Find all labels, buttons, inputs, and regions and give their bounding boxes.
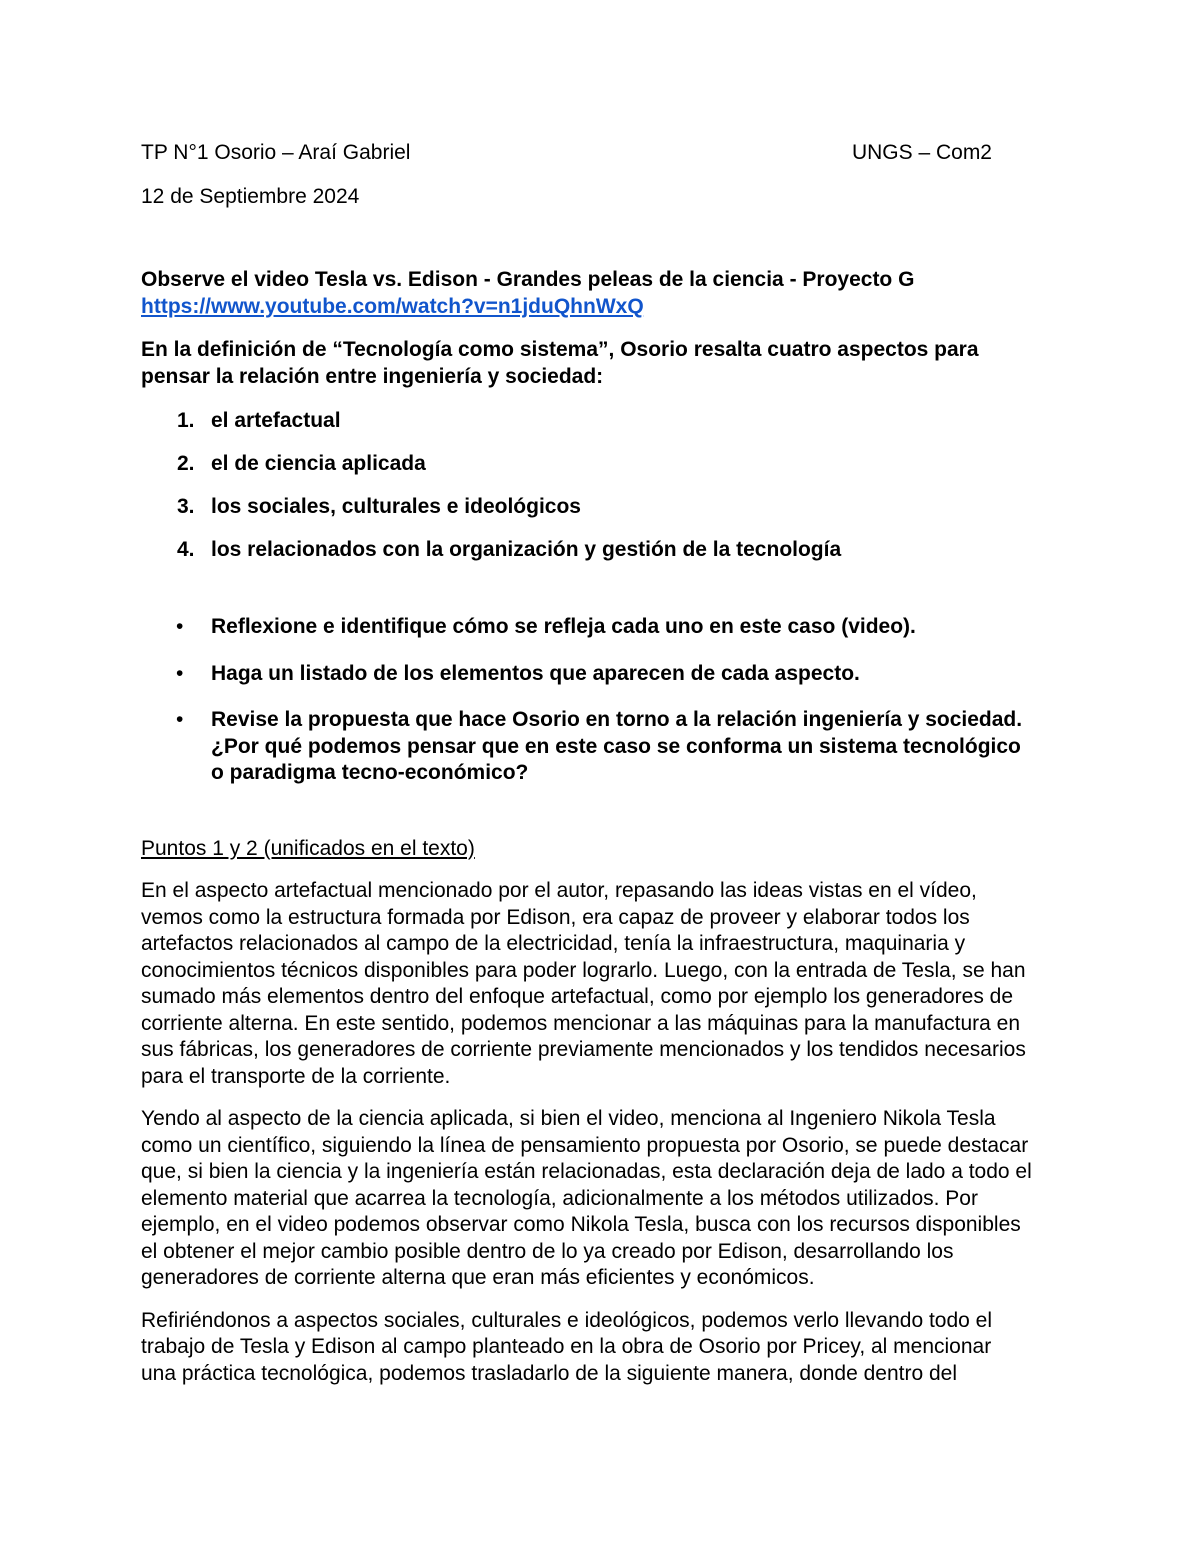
paragraph-line: sumado más elementos dentro del enfoque artefactual, como por ejemplo los generadores de — [141, 985, 1014, 1008]
video-link[interactable]: https://www.youtube.com/watch?v=n1jduQhnWxQ — [141, 294, 644, 318]
paragraph-line: como un científico, siguiendo la línea de pensamiento propuesta por Osorio, se puede destacar — [141, 1133, 1029, 1157]
task-line: ¿Por qué podemos pensar que en este caso se conforma un sistema tecnológico — [211, 734, 1021, 758]
paragraph-line: trabajo de Tesla y Edison al campo planteado en la obra de Osorio por Pricey, al mencionar — [141, 1335, 992, 1358]
aspect-number: 2. — [177, 452, 195, 475]
paragraph-line: que, si bien la ciencia y la ingeniería están relacionadas, esta declaración deja de lado a todo el — [141, 1160, 1032, 1183]
paragraph-line: generadores de corriente alterna que eran más eficientes y económicos. — [141, 1266, 815, 1289]
aspects-list — [141, 408, 1061, 565]
header-author: TP N°1 Osorio – Araí Gabriel — [141, 141, 411, 164]
paragraph-line: sus fábricas, los generadores de corriente previamente mencionados y los tendidos necesarios — [141, 1038, 1026, 1061]
paragraph — [141, 1106, 1061, 1292]
paragraph-line: el obtener el mejor cambio posible dentro de lo ya creado por Edison, desarrollando los — [141, 1239, 954, 1263]
paragraph — [141, 1308, 1061, 1388]
task-line: Revise la propuesta que hace Osorio en torno a la relación ingeniería y sociedad. — [211, 708, 1023, 731]
aspect-number: 1. — [177, 409, 195, 432]
paragraph-line: En el aspecto artefactual mencionado por el autor, repasando las ideas vistas en el vídeo, — [141, 879, 977, 902]
aspect-item — [141, 408, 1061, 436]
bullet-icon: • — [176, 708, 184, 731]
task-line: Haga un listado de los elementos que aparecen de cada aspecto. — [211, 661, 860, 685]
assignment-prompt — [141, 337, 1061, 390]
paragraph — [141, 878, 1061, 1090]
video-title: Observe el video Tesla vs. Edison - Grandes peleas de la ciencia - Proyecto G — [141, 268, 915, 291]
header-course: UNGS – Com2 — [851, 141, 992, 164]
document-date: 12 de Septiembre 2024 — [141, 185, 360, 208]
aspect-number: 3. — [177, 495, 195, 518]
aspect-text: el artefactual — [211, 409, 341, 432]
paragraph-line: para el transporte de la corriente. — [141, 1064, 451, 1088]
aspect-text: los relacionados con la organización y gestión de la tecnología — [211, 538, 842, 561]
task-item — [141, 614, 1061, 641]
paragraph-line: corriente alterna. En este sentido, podemos mencionar a las máquinas para la manufactura en — [141, 1011, 1021, 1035]
task-item — [141, 661, 1061, 688]
paragraph-line: elemento material que acarrea la tecnología, adicionalmente a los métodos utilizados. Por — [141, 1186, 978, 1210]
paragraph-line: ejemplo, en el video podemos observar como Nikola Tesla, busca con los recursos disponibles — [141, 1213, 1021, 1236]
document-body — [141, 140, 1061, 1387]
task-line: o paradigma tecno-económico? — [211, 761, 529, 784]
aspect-item — [141, 537, 1061, 565]
aspect-text: los sociales, culturales e ideológicos — [211, 495, 581, 518]
bullet-icon: • — [176, 661, 184, 685]
prompt-line: pensar la relación entre ingeniería y sociedad: — [141, 364, 604, 388]
paragraph-line: artefactos relacionados al campo de la electricidad, tenía la infraestructura, maquinaria y — [141, 932, 966, 955]
bullet-icon: • — [176, 615, 184, 638]
tasks-list — [141, 614, 1061, 787]
paragraph-line: conocimientos técnicos disponibles para poder lograrlo. Luego, con la entrada de Tesla, se han — [141, 958, 1026, 982]
prompt-line: En la definición de “Tecnología como sistema”, Osorio resalta cuatro aspectos para — [141, 338, 979, 361]
document-header — [141, 140, 992, 168]
section-heading: Puntos 1 y 2 (unificados en el texto) — [141, 836, 475, 860]
aspect-item — [141, 494, 1061, 522]
task-line: Reflexione e identifique cómo se refleja cada uno en este caso (video). — [211, 615, 916, 638]
task-item — [141, 707, 1061, 787]
paragraph-line: Yendo al aspecto de la ciencia aplicada, si bien el video, menciona al Ingeniero Nikola Tesla — [141, 1107, 996, 1130]
paragraph-line: una práctica tecnológica, podemos trasladarlo de la siguiente manera, donde dentro del — [141, 1361, 958, 1385]
paragraph-line: Refiriéndonos a aspectos sociales, culturales e ideológicos, podemos verlo llevando todo el — [141, 1308, 993, 1332]
aspect-item — [141, 451, 1061, 479]
aspect-number: 4. — [177, 538, 195, 561]
paragraph-line: vemos como la estructura formada por Edison, era capaz de proveer y elaborar todos los — [141, 905, 970, 929]
aspect-text: el de ciencia aplicada — [211, 452, 426, 475]
